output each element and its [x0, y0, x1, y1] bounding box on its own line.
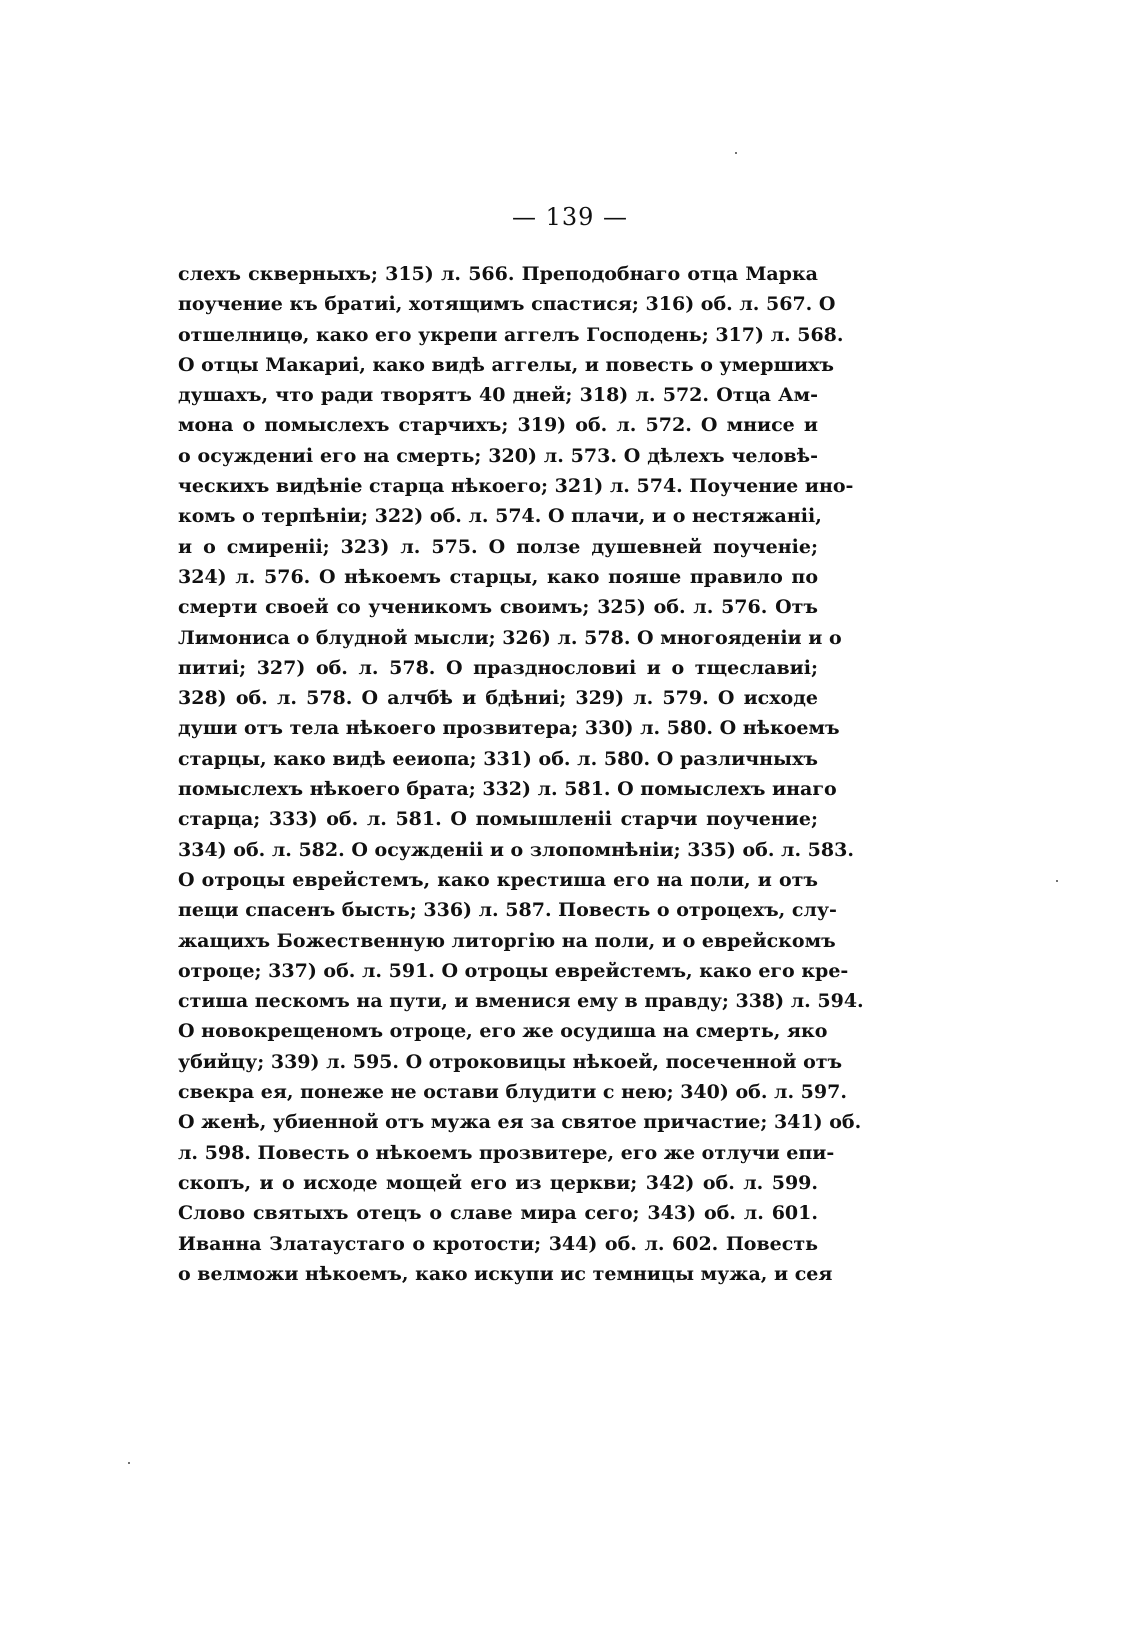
text-line: О отроцы еврейстемъ, како крестиша его на поли, и отъ	[178, 868, 818, 891]
text-line: скопъ, и о исходе мощей его из церкви; 342) об. л. 599.	[178, 1171, 818, 1194]
text-line: О отцы Макариі, како видѣ аггелы, и повесть о умершихъ	[178, 353, 835, 376]
text-line: свекра ея, понеже не остави блудити с нею; 340) об. л. 597.	[178, 1081, 847, 1104]
text-line: пещи спасенъ бысть; 336) л. 587. Повесть о отроцехъ, слу-	[178, 899, 837, 922]
text-line: О новокрещеномъ отроце, его же осудиша на смерть, яко	[178, 1020, 828, 1043]
body-text	[178, 259, 864, 1289]
text-line: отшелницѳ, како его укрепи аггелъ Господень; 317) л. 568.	[178, 323, 844, 346]
text-line: Лимониса о блудной мысли; 326) л. 578. О многояденіи и о	[178, 626, 842, 649]
text-line: старцы, како видѣ ееиопа; 331) об. л. 580. О различныхъ	[178, 747, 818, 770]
text-line: помыслехъ нѣкоего брата; 332) л. 581. О помыслехъ инаго	[178, 778, 837, 801]
text-line: слехъ скверныхъ; 315) л. 566. Преподобнаго отца Марка	[178, 263, 818, 285]
scan-speck	[1056, 880, 1058, 882]
text-line: о осуждениі его на смерть; 320) л. 573. О дѣлехъ человѣ-	[178, 444, 818, 467]
text-line: души отъ тела нѣкоего прозвитера; 330) л. 580. О нѣкоемъ	[178, 717, 840, 740]
text-line: смерти своей со ученикомъ своимъ; 325) об. л. 576. Отъ	[178, 596, 818, 619]
text-line: душахъ, что ради творятъ 40 дней; 318) л. 572. Отца Ам-	[178, 384, 818, 407]
text-line: ческихъ видѣніе старца нѣкоего; 321) л. 574. Поучение ино-	[178, 475, 854, 498]
scan-speck	[735, 152, 737, 154]
text-line: питиі; 327) об. л. 578. О празднословиі и о тщеславиі;	[178, 656, 818, 679]
text-line: л. 598. Повесть о нѣкоемъ прозвитере, его же отлучи епи-	[178, 1141, 835, 1164]
text-line: 324) л. 576. О нѣкоемъ старцы, како пояше правило по	[178, 565, 818, 588]
text-line: 328) об. л. 578. О алчбѣ и бдѣниі; 329) л. 579. О исходе	[178, 687, 818, 710]
page-number: — 139 —	[511, 203, 629, 231]
text-line: старца; 333) об. л. 581. О помышленіі старчи поучение;	[178, 808, 818, 831]
text-line: комъ о терпѣніи; 322) об. л. 574. О плачи, и о нестяжаніі,	[178, 505, 822, 528]
text-line: Слово святыхъ отецъ о славе мира сего; 343) об. л. 601.	[178, 1202, 818, 1225]
scan-speck	[128, 1462, 130, 1464]
text-line: мона о помыслехъ старчихъ; 319) об. л. 572. О мнисе и	[178, 414, 818, 437]
text-line: жащихъ Божественную литоргію на поли, и о еврейскомъ	[178, 929, 836, 952]
text-line: О женѣ, убиенной отъ мужа ея за святое причастие; 341) об.	[178, 1111, 862, 1134]
text-line: и о смиреніі; 323) л. 575. О ползе душевней поученіе;	[178, 535, 818, 558]
text-line: стиша пескомъ на пути, и вменися ему в правду; 338) л. 594.	[178, 990, 864, 1013]
text-line: Иванна Златаустаго о кротости; 344) об. л. 602. Повесть	[178, 1232, 818, 1255]
text-line: отроце; 337) об. л. 591. О отроцы еврейстемъ, како его кре-	[178, 959, 849, 982]
text-line: 334) об. л. 582. О осужденіі и о злопомнѣніи; 335) об. л. 583.	[178, 838, 854, 861]
text-line: поучение къ братиі, хотящимъ спастися; 316) об. л. 567. О	[178, 293, 836, 316]
text-line: убийцу; 339) л. 595. О отроковицы нѣкоей, посеченной отъ	[178, 1050, 843, 1073]
text-line: о велможи нѣкоемъ, како искупи ис темницы мужа, и сея	[178, 1262, 833, 1285]
